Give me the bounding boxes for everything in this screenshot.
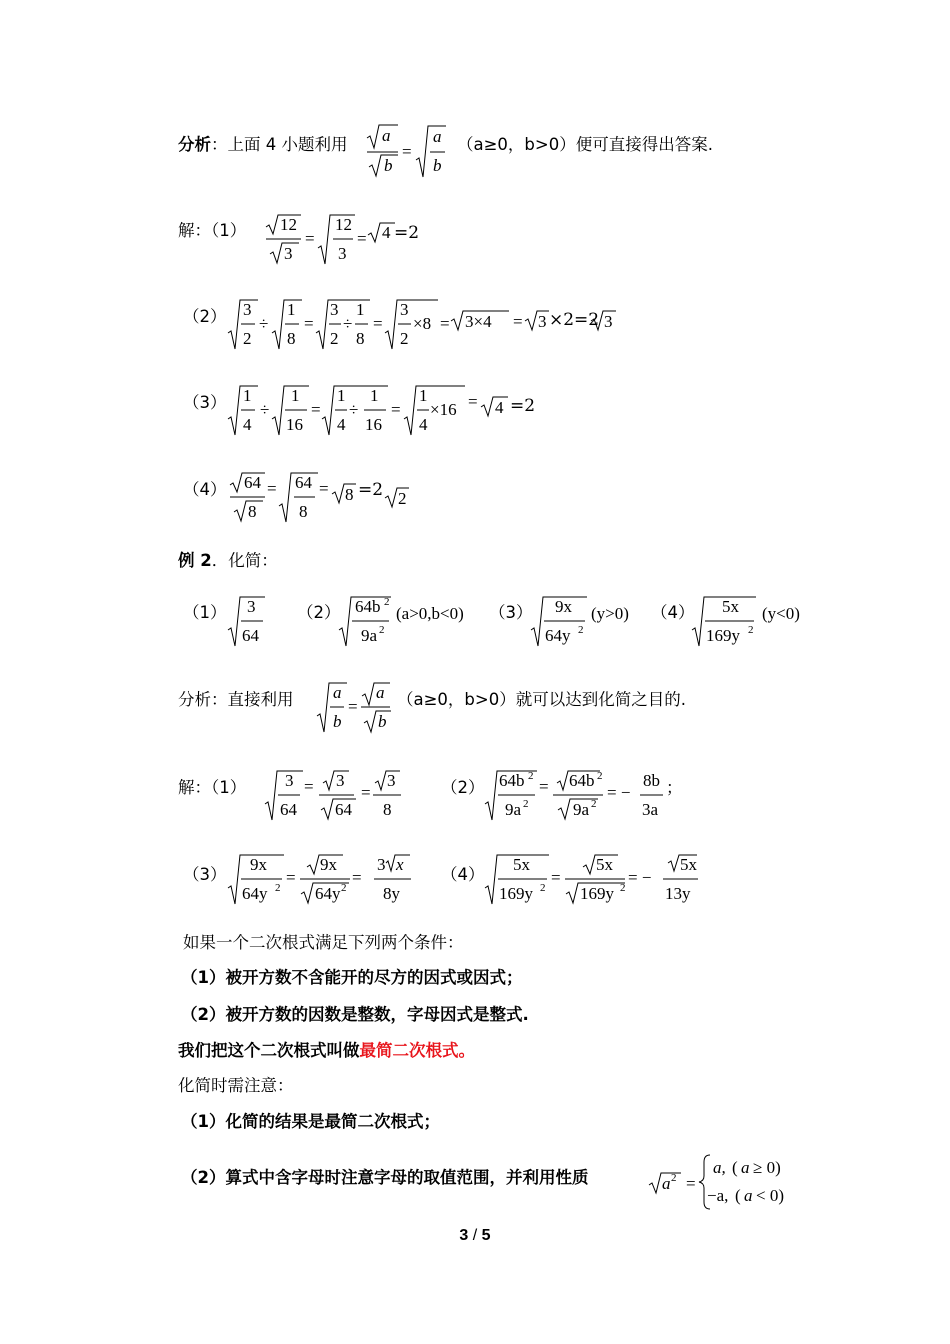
svg-text:3: 3 <box>387 771 396 790</box>
svg-text:2: 2 <box>398 489 407 508</box>
example2-item3-condition: (y>0) <box>591 604 629 623</box>
svg-text:1: 1 <box>370 386 379 405</box>
definition-condition-1: （1）被开方数不含能开的尽方的因式或因式； <box>181 968 523 987</box>
example2-item1-formula <box>228 594 268 650</box>
svg-text:2: 2 <box>591 798 597 810</box>
solution2-item2-formula <box>485 768 670 824</box>
solution1-item1-formula <box>265 212 415 268</box>
svg-text:=: = <box>373 314 383 333</box>
svg-text:64b: 64b <box>499 771 525 790</box>
svg-text:2: 2 <box>620 882 626 894</box>
svg-text:8: 8 <box>345 485 354 504</box>
svg-text:2: 2 <box>540 882 546 894</box>
svg-text:169y: 169y <box>580 884 614 903</box>
svg-text:3: 3 <box>336 771 345 790</box>
svg-text:9x: 9x <box>250 855 267 874</box>
svg-text:=: = <box>686 1174 696 1193</box>
page-current: 3 <box>459 1227 469 1244</box>
solution2-item2-number: （2） <box>441 778 485 797</box>
solution2-label: 解：（1） <box>178 778 247 797</box>
svg-text:=: = <box>304 314 314 333</box>
svg-text:=: = <box>440 314 450 333</box>
svg-text:3: 3 <box>377 855 386 874</box>
svg-text:= −: = − <box>628 868 652 887</box>
analysis1-line <box>178 137 348 154</box>
svg-text:1: 1 <box>287 300 296 319</box>
svg-text:b: b <box>333 712 342 731</box>
svg-text:16: 16 <box>286 415 303 434</box>
svg-text:=: = <box>539 777 549 796</box>
example2-item4-formula <box>692 594 762 650</box>
svg-text:b: b <box>433 156 442 175</box>
svg-text:÷: ÷ <box>349 400 359 419</box>
svg-text:2: 2 <box>341 882 347 894</box>
svg-text:13y: 13y <box>665 884 691 903</box>
definition-intro: 如果一个二次根式满足下列两个条件： <box>183 933 464 952</box>
svg-text:64: 64 <box>242 626 259 645</box>
svg-text:64b: 64b <box>569 771 595 790</box>
svg-text:=: = <box>286 868 296 887</box>
svg-text:9x: 9x <box>555 597 572 616</box>
svg-text:3: 3 <box>247 597 256 616</box>
svg-text:≥ 0): ≥ 0) <box>753 1158 781 1177</box>
svg-text:1: 1 <box>243 386 252 405</box>
svg-text:8: 8 <box>248 502 257 521</box>
svg-text:8: 8 <box>356 329 365 348</box>
svg-text:64: 64 <box>295 473 312 492</box>
svg-text:3×4: 3×4 <box>465 312 492 331</box>
svg-text:4: 4 <box>419 415 428 434</box>
solution2-item4-formula <box>485 852 715 908</box>
svg-text:−a,: −a, <box>707 1186 729 1205</box>
svg-text:9x: 9x <box>320 855 337 874</box>
example2-item3-formula <box>531 594 591 650</box>
svg-text:a: a <box>744 1186 753 1205</box>
notes-title: 化简时需注意： <box>178 1076 294 1095</box>
svg-text:a: a <box>433 127 442 146</box>
svg-text:x: x <box>396 855 404 874</box>
svg-text:=: = <box>319 479 329 498</box>
solution1-item4-formula <box>228 470 418 526</box>
svg-text:4: 4 <box>495 398 504 417</box>
svg-text:×8: ×8 <box>413 314 432 333</box>
svg-text:2: 2 <box>578 624 584 636</box>
solution1-item1-result: =2 <box>394 223 420 243</box>
solution2-item2-tail: ； <box>666 778 683 797</box>
solution2-item1-number: （1） <box>211 778 247 797</box>
svg-text:a: a <box>662 1174 671 1193</box>
svg-text:2: 2 <box>379 624 385 636</box>
svg-text:4: 4 <box>382 223 391 242</box>
svg-text:3: 3 <box>285 771 294 790</box>
svg-text:2: 2 <box>523 798 529 810</box>
svg-text:9a: 9a <box>361 626 378 645</box>
example2-title: 例 2 <box>178 551 212 570</box>
solution1-item3-number: （3） <box>183 393 227 412</box>
svg-text:=: = <box>357 229 367 248</box>
svg-text:=: = <box>402 142 412 161</box>
example2-item1-number: （1） <box>183 603 227 622</box>
svg-text:b: b <box>384 156 393 175</box>
svg-text:(: ( <box>735 1186 741 1205</box>
notes-property-formula <box>649 1152 799 1212</box>
example2-item2-number: （2） <box>297 603 341 622</box>
solution1-item3-result: =2 <box>510 396 536 416</box>
svg-text:2: 2 <box>400 329 409 348</box>
svg-text:3a: 3a <box>642 800 659 819</box>
solution2-item3-formula <box>228 852 418 908</box>
solution2-item4-number: （4） <box>441 865 485 884</box>
svg-text:=: = <box>311 400 321 419</box>
analysis2-formula <box>317 680 397 736</box>
svg-text:÷: ÷ <box>259 314 269 333</box>
svg-text:2: 2 <box>597 770 603 782</box>
svg-text:8b: 8b <box>643 771 660 790</box>
svg-text:64: 64 <box>244 473 261 492</box>
svg-text:4: 4 <box>337 415 346 434</box>
svg-text:64y: 64y <box>242 884 268 903</box>
svg-text:3: 3 <box>604 312 613 331</box>
svg-text:2: 2 <box>330 329 339 348</box>
solution1-item4-result: =2 <box>358 480 384 500</box>
example2-title-line: 例 2．化简： <box>178 551 278 570</box>
svg-text:= −: = − <box>607 783 631 802</box>
svg-text:=: = <box>304 777 314 796</box>
page-total: 5 <box>481 1227 491 1244</box>
solution1-item4-number: （4） <box>183 480 227 499</box>
svg-text:64: 64 <box>280 800 297 819</box>
svg-text:÷: ÷ <box>343 314 353 333</box>
svg-text:2: 2 <box>275 882 281 894</box>
solution1-label: 解：（1） <box>178 221 247 240</box>
svg-text:169y: 169y <box>499 884 533 903</box>
svg-text:2: 2 <box>243 329 252 348</box>
solution2-item3-number: （3） <box>183 865 227 884</box>
svg-text:2: 2 <box>671 1172 677 1184</box>
svg-text:3: 3 <box>538 312 547 331</box>
svg-text:64y: 64y <box>545 626 571 645</box>
example2-item4-condition: (y<0) <box>762 604 800 623</box>
example2-item4-number: （4） <box>651 603 695 622</box>
svg-text:9a: 9a <box>573 800 590 819</box>
svg-text:=: = <box>468 392 478 411</box>
svg-text:1: 1 <box>337 386 346 405</box>
solution1-item2-number: （2） <box>183 307 227 326</box>
notes-item-1: （1）化简的结果是最简二次根式； <box>181 1112 440 1131</box>
svg-text:1: 1 <box>419 386 428 405</box>
analysis1-text-before: ：上面 4 小题利用 <box>211 135 348 154</box>
svg-text:12: 12 <box>335 215 352 234</box>
definition-term: 最简二次根式。 <box>359 1041 475 1060</box>
svg-text:(: ( <box>732 1158 738 1177</box>
analysis1-condition: （a≥0，b>0）便可直接得出答案. <box>457 135 713 154</box>
svg-text:8: 8 <box>383 800 392 819</box>
analysis1-label: 分析 <box>178 135 211 154</box>
definition-conclusion: 我们把这个二次根式叫做最简二次根式。 <box>178 1041 475 1060</box>
svg-text:8: 8 <box>299 502 308 521</box>
analysis2-condition: （a≥0，b>0）就可以达到化简之目的. <box>397 690 686 709</box>
svg-text:2: 2 <box>748 624 754 636</box>
svg-text:a: a <box>376 683 385 702</box>
example2-item2-formula <box>339 594 399 650</box>
notes-item-2: （2）算式中含字母时注意字母的取值范围，并利用性质 <box>181 1168 589 1187</box>
svg-text:64: 64 <box>335 800 352 819</box>
svg-text:2: 2 <box>528 770 534 782</box>
solution2-item1-formula <box>265 768 405 824</box>
svg-text:3: 3 <box>338 244 347 263</box>
svg-text:5x: 5x <box>680 855 697 874</box>
svg-text:169y: 169y <box>706 626 740 645</box>
svg-text:=: = <box>551 868 561 887</box>
page-number: 3 / 5 <box>459 1227 491 1244</box>
svg-text:a: a <box>333 683 342 702</box>
svg-text:3: 3 <box>284 244 293 263</box>
svg-text:1: 1 <box>291 386 300 405</box>
svg-text:=: = <box>352 868 362 887</box>
svg-text:9a: 9a <box>505 800 522 819</box>
svg-text:=: = <box>513 312 523 331</box>
svg-text:a: a <box>741 1158 750 1177</box>
svg-text:5x: 5x <box>513 855 530 874</box>
svg-text:3: 3 <box>330 300 339 319</box>
svg-text:a: a <box>382 126 391 145</box>
svg-text:3: 3 <box>243 300 252 319</box>
solution1-item2-result: ×2=2 <box>549 310 600 330</box>
svg-text:×16: ×16 <box>430 400 457 419</box>
svg-text:< 0): < 0) <box>756 1186 784 1205</box>
example2-item2-condition: (a>0,b<0) <box>396 604 464 623</box>
svg-text:=: = <box>348 697 358 716</box>
svg-text:÷: ÷ <box>260 400 270 419</box>
svg-text:b: b <box>378 712 387 731</box>
analysis2-label: 分析：直接利用 <box>178 690 294 709</box>
svg-text:1: 1 <box>356 300 365 319</box>
svg-text:12: 12 <box>280 215 297 234</box>
definition-condition-2: （2）被开方数的因数是整数，字母因式是整式. <box>181 1005 529 1024</box>
example2-item3-number: （3） <box>489 603 533 622</box>
svg-text:5x: 5x <box>722 597 739 616</box>
svg-text:8y: 8y <box>383 884 400 903</box>
svg-text:64b: 64b <box>355 597 381 616</box>
solution1-item1-number: （1） <box>211 221 247 240</box>
svg-text:16: 16 <box>365 415 382 434</box>
svg-text:5x: 5x <box>596 855 613 874</box>
svg-text:3: 3 <box>400 300 409 319</box>
svg-text:=: = <box>305 229 315 248</box>
svg-text:=: = <box>361 783 371 802</box>
svg-text:=: = <box>391 400 401 419</box>
svg-text:64y: 64y <box>315 884 341 903</box>
svg-text:=: = <box>267 479 277 498</box>
solution1-item3-formula <box>228 383 528 439</box>
svg-text:a,: a, <box>713 1158 726 1177</box>
svg-text:2: 2 <box>384 596 390 608</box>
svg-text:8: 8 <box>287 329 296 348</box>
svg-text:4: 4 <box>243 415 252 434</box>
formula-quotient-rule <box>366 122 448 178</box>
